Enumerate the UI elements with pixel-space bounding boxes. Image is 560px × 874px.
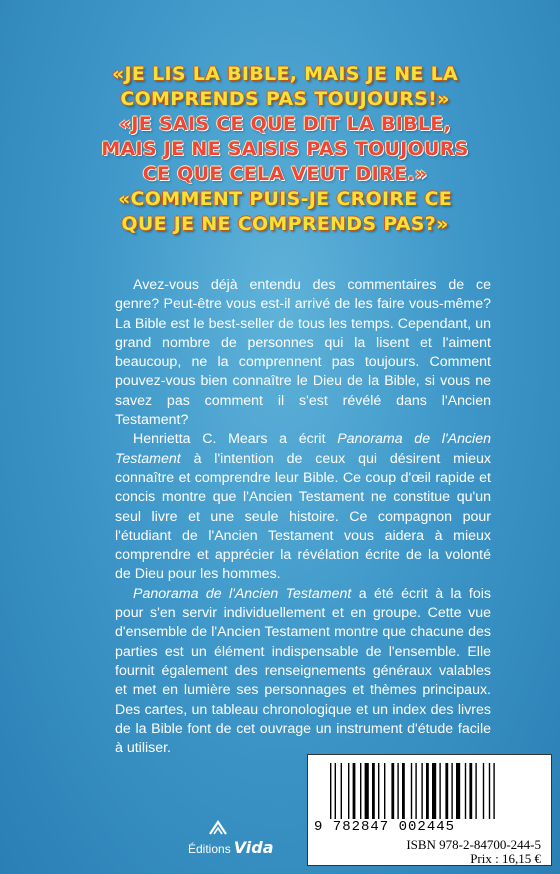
barcode-bar [456, 763, 460, 819]
paragraph-2 [115, 430, 491, 584]
barcode-bar [451, 763, 452, 819]
quote-3: «COMMENT PUIS-JE CROIRE CE QUE JE NE COMPRENDS PAS?» [117, 188, 453, 235]
quote-1: «JE LIS LA BIBLE, MAIS JE NE LA COMPRENDS PAS TOUJOURS!» [111, 63, 459, 110]
barcode-bar [348, 763, 349, 819]
barcode-bar [360, 763, 361, 819]
barcode-bar [493, 763, 494, 819]
book-title: Panorama de l'Ancien Testament [133, 585, 352, 602]
barcode-bar [397, 763, 398, 819]
paragraph-3 [115, 585, 491, 759]
barcode-bar [439, 763, 440, 819]
barcode-bar [384, 763, 385, 819]
barcode-bar [378, 763, 379, 819]
book-title: Panorama de l'Ancien Testament [115, 431, 491, 467]
publisher-name: Vida [233, 838, 274, 857]
barcode-icon [328, 763, 538, 819]
barcode-bar [411, 763, 412, 819]
barcode-digits: 9 782847 002445 [314, 819, 456, 835]
barcode-bar [445, 763, 448, 819]
paragraph-1: Avez-vous déjà entendu des commentaires de ce genre? Peut-être vous est-il arrivé de les faire vous-même? La Bible est le best-seller de tous les temps. Cependant, un grand nombre de personnes qui la lisent et l'aiment beaucoup, ne la comprennent pas toujours. Comment pouvez-vous bien connaître le Dieu de la Bible, si vous ne savez pas comment il s'est révélé dans l'Ancien Testament? [115, 277, 491, 429]
paragraph-3-rest: a été écrit à la fois pour s'en servir individuellement et en groupe. Cette vue d'ensemble de l'Ancien Testament montre que chacune des parties est un élément indispensable de l'ensemble. Elle fournit également des renseignements généraux valables et met en lumière ses personnages et thèmes principaux. Des cartes, un tableau chronologique et un index des livres de la Bible font de cet ouvrage un instrument d'étude facile à utiliser. [115, 585, 491, 757]
barcode-bar [489, 763, 490, 819]
isbn-number: ISBN 978-2-84700-244-5 [406, 837, 541, 852]
barcode-bar [402, 763, 405, 819]
barcode-bar [353, 763, 356, 819]
publisher-mark-icon [208, 820, 228, 836]
barcode-panel [307, 754, 552, 866]
quote-2: «JE SAIS CE QUE DIT LA BIBLE, MAIS JE NE SAISIS PAS TOUJOURS CE QUE CELA VEUT DIRE.» [101, 113, 469, 185]
publisher-logo [188, 838, 274, 857]
paragraph-2-rest: à l'intention de ceux qui désirent mieux connaître et comprendre leur Bible. Ce coup d'œil rapide et concis montre que l'Ancien Testament ne constitue qu'un seul livre et une seule histoire. Ce compagnon pour l'étudiant de l'Ancien Testament vous aidera à mieux comprendre et apprécier la révélation écrite de la volonté de Dieu pour les hommes. [115, 450, 491, 583]
barcode-bar [330, 763, 331, 819]
paragraph-2-start: Henrietta C. Mears a écrit [133, 431, 338, 448]
back-cover-text [115, 276, 491, 758]
cover-quotes [100, 62, 470, 237]
barcode-bar [426, 763, 429, 819]
barcode-bar [372, 763, 375, 819]
price: Prix : 16,15 € [470, 851, 541, 866]
barcode-bar [432, 763, 436, 819]
barcode-bar [421, 763, 422, 819]
barcode-bar [483, 763, 484, 819]
barcode-bar [475, 763, 476, 819]
barcode-bar [465, 763, 466, 819]
barcode-bar [365, 763, 369, 819]
publisher-prefix: Éditions [188, 842, 231, 856]
barcode-bar [341, 763, 342, 819]
barcode-bar [335, 763, 336, 819]
barcode-bar [391, 763, 394, 819]
barcode-bar [469, 763, 472, 819]
barcode-bar [415, 763, 416, 819]
